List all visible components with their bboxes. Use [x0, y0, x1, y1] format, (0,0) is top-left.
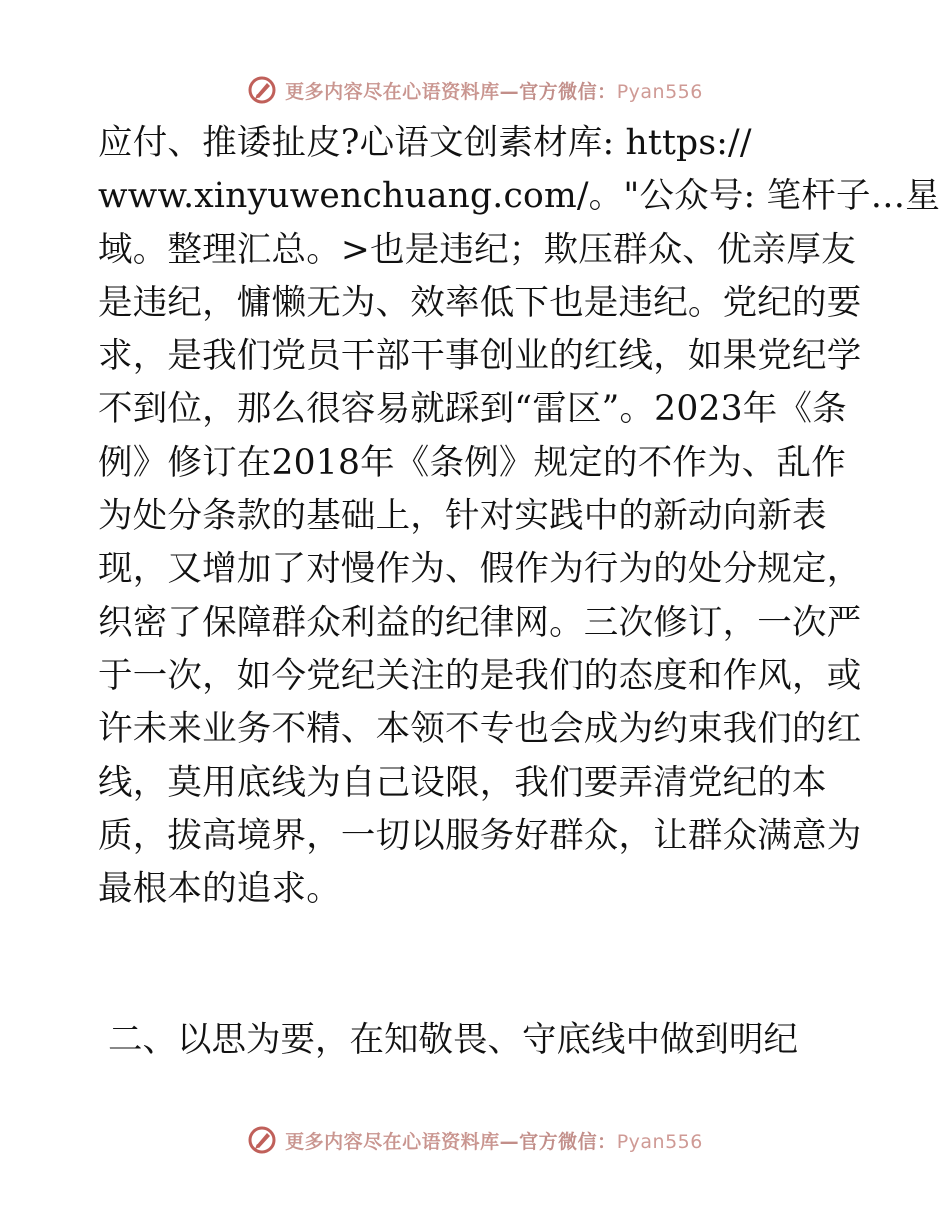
- pen-nib-circle-icon: [247, 75, 277, 105]
- body-line: 线，莫用底线为自己设限，我们要弄清党纪的本: [98, 762, 827, 803]
- body-paragraph: [98, 117, 941, 916]
- body-line: www.xinyuwenchuang.com/。"公众号: 笔杆子…星: [98, 176, 941, 217]
- body-line: 许未来业务不精、本领不专也会成为约束我们的红: [98, 709, 862, 750]
- body-line: 于一次，如今党纪关注的是我们的态度和作风，或: [98, 655, 862, 696]
- section-heading: 二、以思为要，在知敬畏、守底线中做到明纪: [108, 1020, 798, 1060]
- body-line: 现，又增加了对慢作为、假作为行为的处分规定，: [98, 549, 862, 590]
- body-line: 最根本的追求。: [98, 869, 341, 910]
- footer-banner: [0, 1120, 950, 1160]
- body-line: 不到位，那么很容易就踩到“雷区”。2023年《条: [98, 389, 847, 430]
- body-line: 为处分条款的基础上，针对实践中的新动向新表: [98, 496, 827, 537]
- header-banner: [0, 70, 950, 110]
- body-line: 织密了保障群众利益的纪律网。三次修订，一次严: [98, 602, 862, 643]
- body-line: 质，拔高境界，一切以服务好群众，让群众满意为: [98, 815, 862, 856]
- banner-site: 更多内容尽在心语资料库: [285, 80, 500, 103]
- pen-nib-circle-icon: [247, 1125, 277, 1155]
- banner-official-label: 官方微信：: [519, 1130, 617, 1153]
- banner-site: 更多内容尽在心语资料库: [285, 1130, 500, 1153]
- banner-separator: —: [499, 80, 520, 103]
- body-line: 域。整理汇总。>也是违纪；欺压群众、优亲厚友: [98, 229, 856, 270]
- banner-handle: Pyan556: [616, 80, 703, 103]
- body-line: 是违纪，慵懒无为、效率低下也是违纪。党纪的要: [98, 282, 862, 323]
- banner-separator: —: [499, 1130, 520, 1153]
- body-line: 例》修订在2018年《条例》规定的不作为、乱作: [98, 442, 846, 483]
- banner-text: [285, 1127, 703, 1154]
- banner-text: [285, 77, 703, 104]
- body-line: 应付、推诿扯皮?心语文创素材库: https://: [98, 123, 752, 163]
- banner-handle: Pyan556: [616, 1130, 703, 1153]
- body-line: 求，是我们党员干部干事创业的红线，如果党纪学: [98, 336, 862, 377]
- banner-official-label: 官方微信：: [519, 80, 617, 103]
